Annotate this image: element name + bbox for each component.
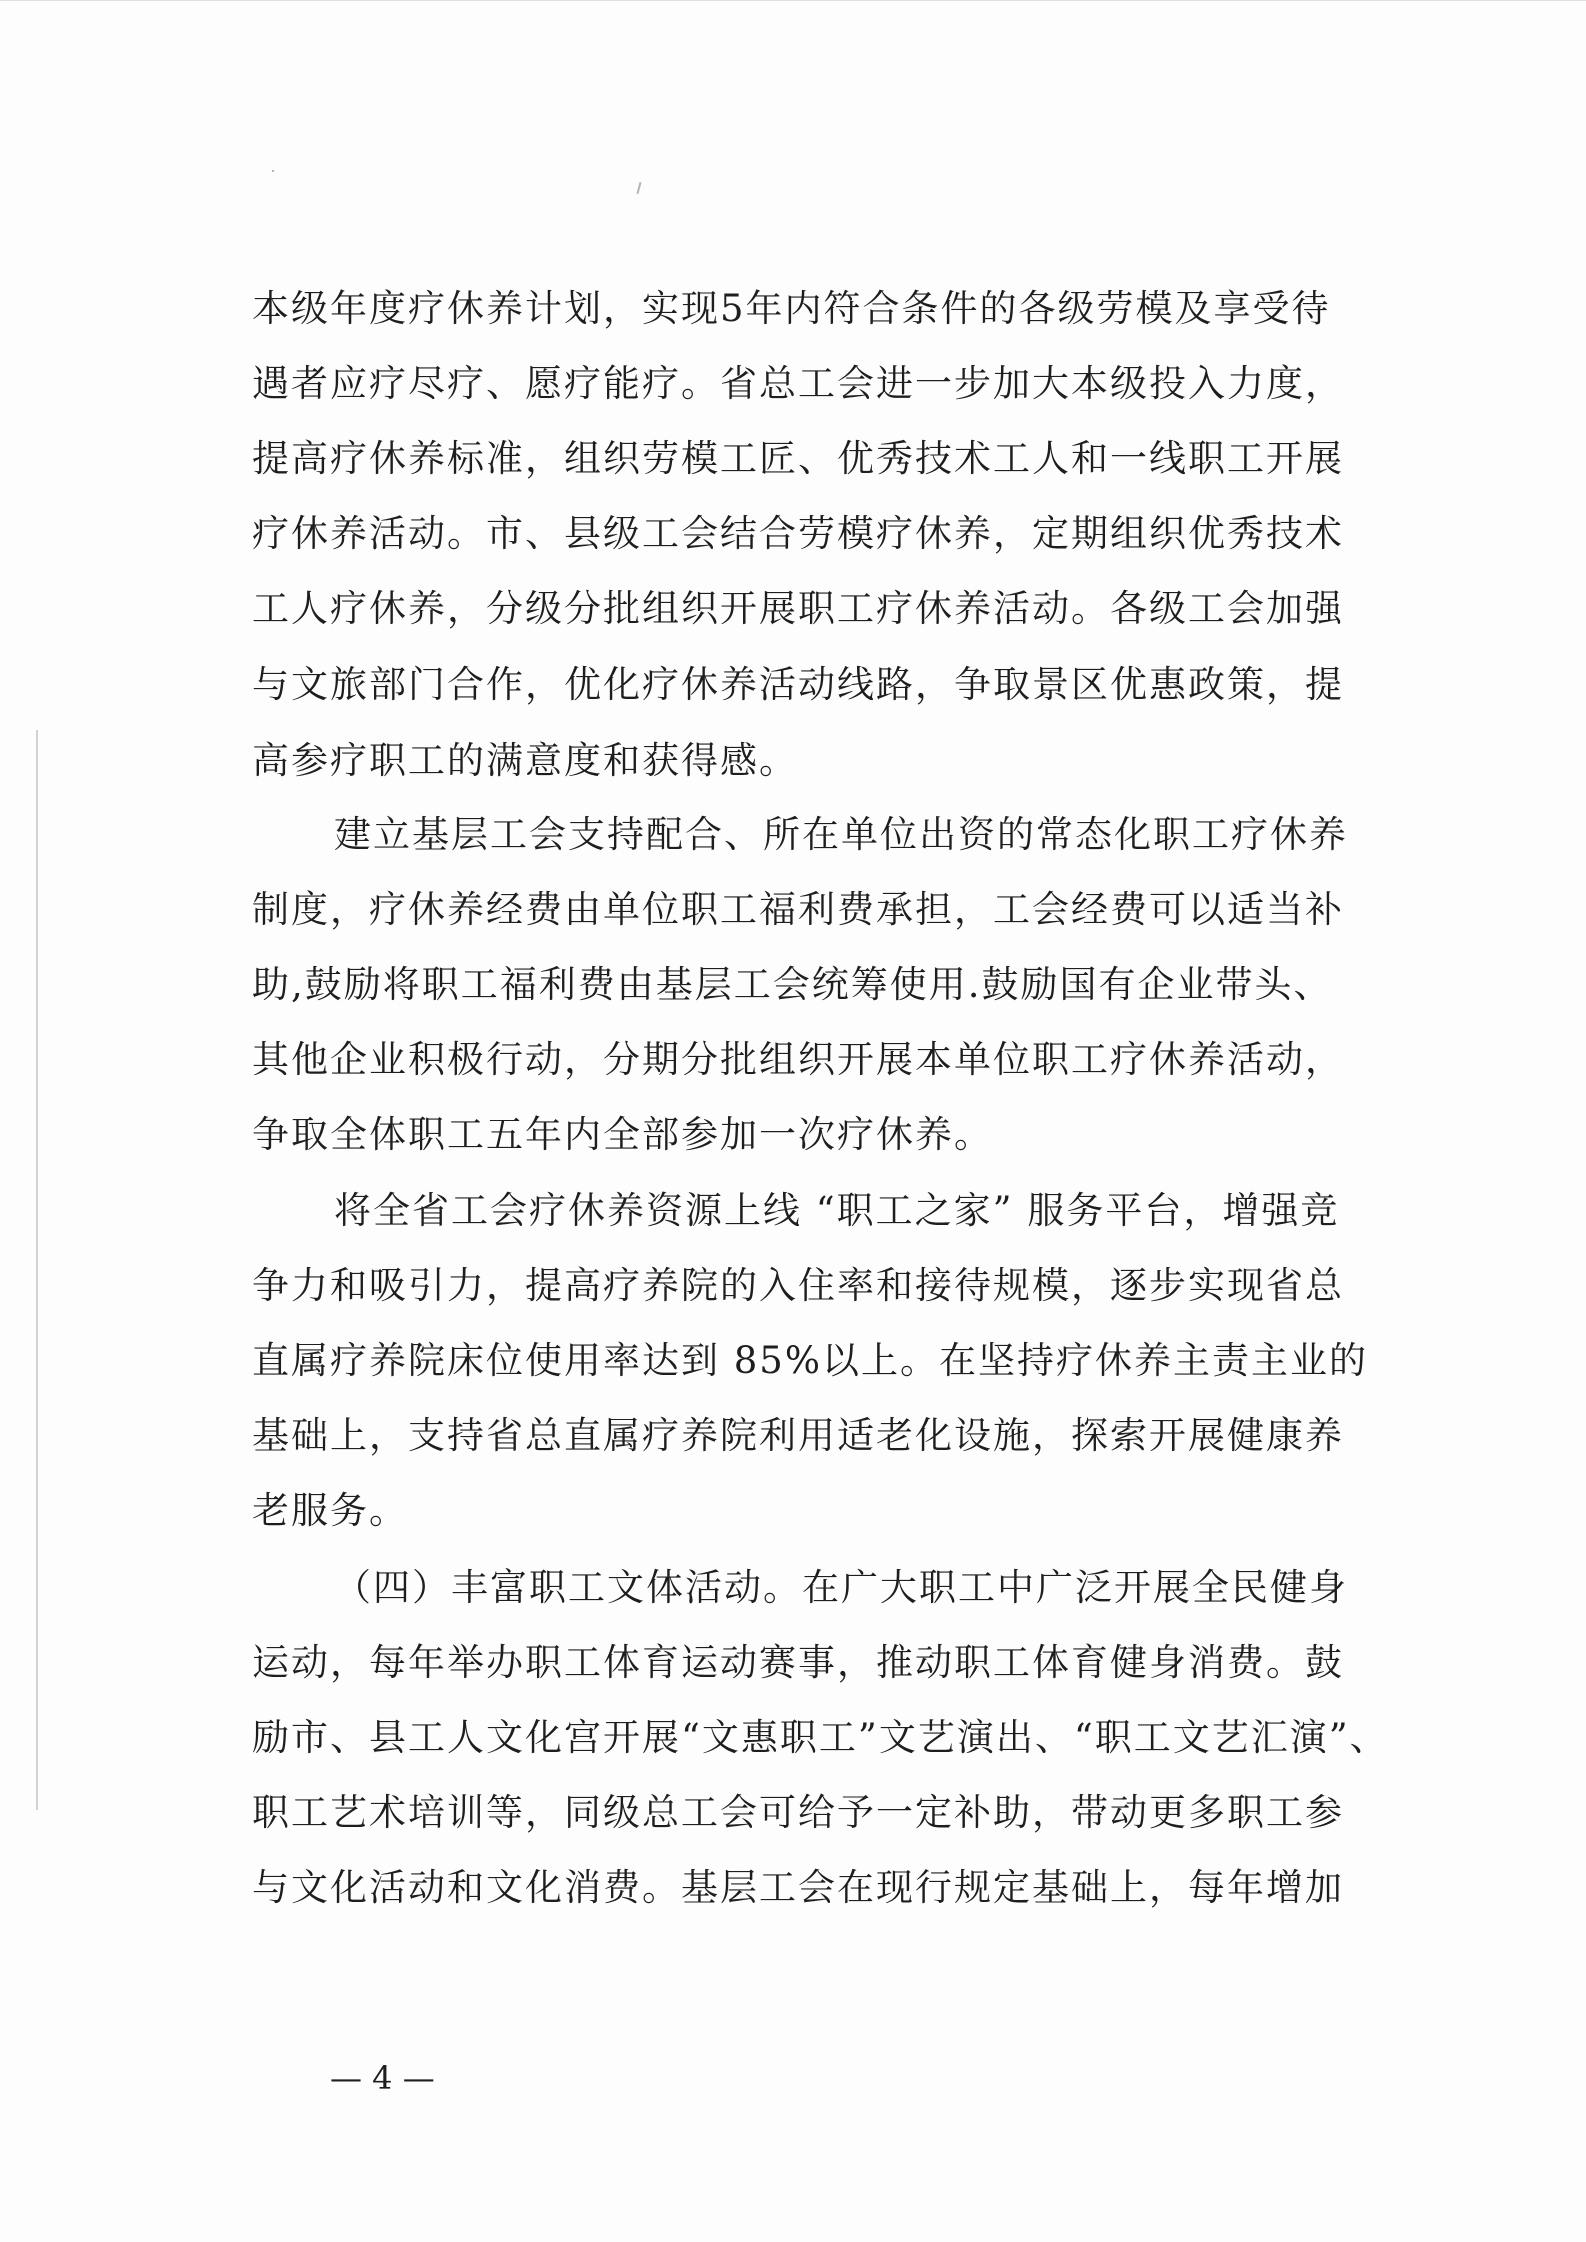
body-text-line: 基础上，支持省总直属疗养院利用适老化设施，探索开展健康养 <box>252 1414 1344 1457</box>
body-text-line: 助,鼓励将职工福利费由基层工会统筹使用.鼓励国有企业带头、 <box>252 963 1333 1006</box>
paragraph-first-line: （四）丰富职工文体活动。在广大职工中广泛开展全民健身 <box>334 1566 1348 1609</box>
body-text-line: 争力和吸引力，提高疗养院的入住率和接待规模，逐步实现省总 <box>252 1264 1344 1307</box>
scan-artifact <box>272 170 274 172</box>
scan-artifact <box>636 182 641 194</box>
scan-artifact <box>36 730 38 1810</box>
body-text-line: 与文化活动和文化消费。基层工会在现行规定基础上，每年增加 <box>252 1866 1344 1909</box>
body-text-line: 高参疗职工的满意度和获得感。 <box>252 739 798 782</box>
body-text-line: 职工艺术培训等，同级总工会可给予一定补助，带动更多职工参 <box>252 1791 1344 1834</box>
body-text-line: 与文旅部门合作，优化疗休养活动线路，争取景区优惠政策，提 <box>252 663 1344 706</box>
scan-artifact <box>0 0 1586 1</box>
paragraph-first-line: 建立基层工会支持配合、所在单位出资的常态化职工疗休养 <box>334 813 1348 856</box>
page-number: — 4 — <box>330 2059 435 2097</box>
body-text-line: 其他企业积极行动，分期分批组织开展本单位职工疗休养活动， <box>252 1038 1344 1081</box>
body-text-line: 遇者应疗尽疗、愿疗能疗。省总工会进一步加大本级投入力度， <box>252 362 1344 405</box>
body-text-line: 励市、县工人文化宫开展“文惠职工”文艺演出、“职工文艺汇演”、 <box>252 1716 1389 1759</box>
paragraph-first-line: 将全省工会疗休养资源上线 “职工之家” 服务平台，增强竞 <box>334 1189 1340 1232</box>
body-text-line: 争取全体职工五年内全部参加一次疗休养。 <box>252 1113 993 1156</box>
body-text-line: 疗休养活动。市、县级工会结合劳模疗休养，定期组织优秀技术 <box>252 512 1344 555</box>
body-text-line: 制度，疗休养经费由单位职工福利费承担，工会经费可以适当补 <box>252 888 1344 931</box>
body-text-line: 工人疗休养，分级分批组织开展职工疗休养活动。各级工会加强 <box>252 587 1344 630</box>
body-text-line: 本级年度疗休养计划，实现5年内符合条件的各级劳模及享受待 <box>252 287 1331 330</box>
body-text-line: 老服务。 <box>252 1489 408 1532</box>
body-text-line: 直属疗养院床位使用率达到 85%以上。在坚持疗休养主责主业的 <box>252 1339 1368 1382</box>
body-text-line: 提高疗休养标准，组织劳模工匠、优秀技术工人和一线职工开展 <box>252 437 1344 480</box>
body-text-line: 运动，每年举办职工体育运动赛事，推动职工体育健身消费。鼓 <box>252 1641 1344 1684</box>
